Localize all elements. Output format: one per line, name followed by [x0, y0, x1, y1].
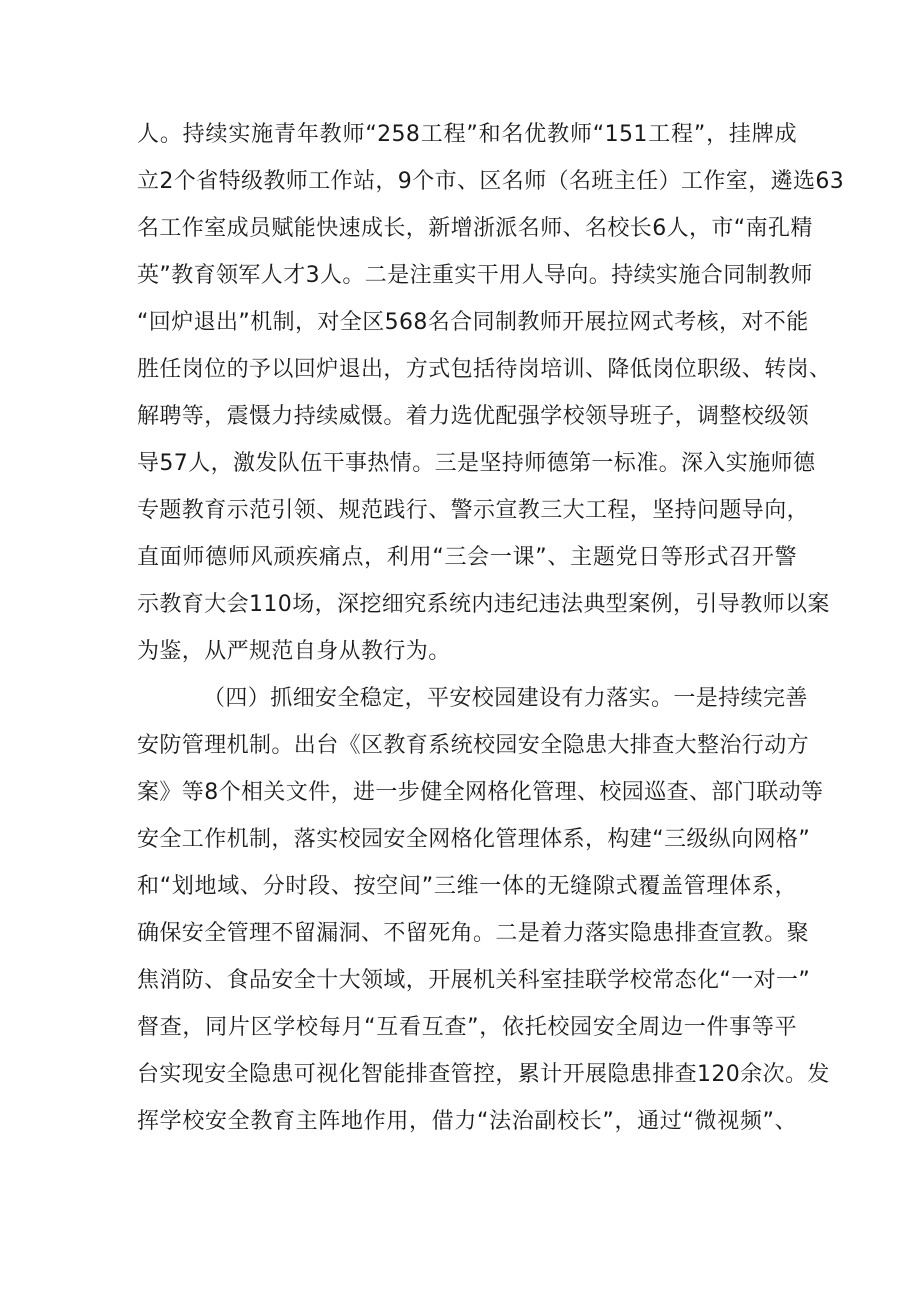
body-text: [137, 111, 845, 1145]
text-line: 台实现安全隐患可视化智能排查管控，累计开展隐患排查120余次。发: [137, 1062, 830, 1087]
text-line: 立2个省特级教师工作站，9个市、区名师（名班主任）工作室，遴选63: [137, 169, 845, 194]
text-line: “回炉退出”机制，对全区568名合同制教师开展拉网式考核，对不能: [137, 310, 809, 335]
text-line: 导57人，激发队伍干事热情。三是坚持师德第一标准。深入实施师德: [137, 451, 816, 476]
text-line: 安全工作机制，落实校园安全网格化管理体系，构建“三级纵向网格”: [137, 827, 811, 852]
text-line: 和“划地域、分时段、按空间”三维一体的无缝隙式覆盖管理体系，: [137, 874, 797, 899]
text-line: 为鉴，从严规范自身从教行为。: [137, 639, 451, 664]
text-line: 安防管理机制。出台《区教育系统校园安全隐患大排查大整治行动方: [137, 733, 810, 758]
paragraph-1: [137, 111, 845, 675]
paragraph-2: [137, 675, 830, 1145]
text-line: 专题教育示范引领、规范践行、警示宣教三大工程，坚持问题导向，: [137, 498, 810, 523]
text-line: 英”教育领军人才3人。二是注重实干用人导向。持续实施合同制教师: [137, 263, 813, 288]
text-line: 胜任岗位的予以回炉退出，方式包括待岗培训、降低岗位职级、转岗、: [137, 357, 832, 382]
text-line: 督查，同片区学校每月“互看互查”，依托校园安全周边一件事等平: [137, 1015, 797, 1040]
text-line: 焦消防、食品安全十大领域，开展机关科室挂联学校常态化“一对一”: [137, 968, 811, 993]
section-heading-line: （四）抓细安全稳定，平安校园建设有力落实。一是持续完善: [203, 686, 808, 711]
text-line: 案》等8个相关文件，进一步健全网格化管理、校园巡查、部门联动等: [137, 780, 824, 805]
text-line: 人。持续实施青年教师“258工程”和名优教师“151工程”，挂牌成: [137, 122, 797, 147]
text-line: 解聘等，震慑力持续威慑。着力选优配强学校领导班子，调整校级领: [137, 404, 810, 429]
text-line: 确保安全管理不留漏洞、不留死角。二是着力落实隐患排查宣教。聚: [137, 921, 810, 946]
text-line: 名工作室成员赋能快速成长，新增浙派名师、名校长6人，市“南孔精: [137, 216, 813, 241]
text-line: 直面师德师风顽疾痛点，利用“三会一课”、主题党日等形式召开警: [137, 545, 797, 570]
text-line: 示教育大会110场，深挖细究系统内违纪违法典型案例，引导教师以案: [137, 592, 830, 617]
text-line: 挥学校安全教育主阵地作用，借力“法治副校长”，通过“微视频”、: [137, 1109, 797, 1134]
